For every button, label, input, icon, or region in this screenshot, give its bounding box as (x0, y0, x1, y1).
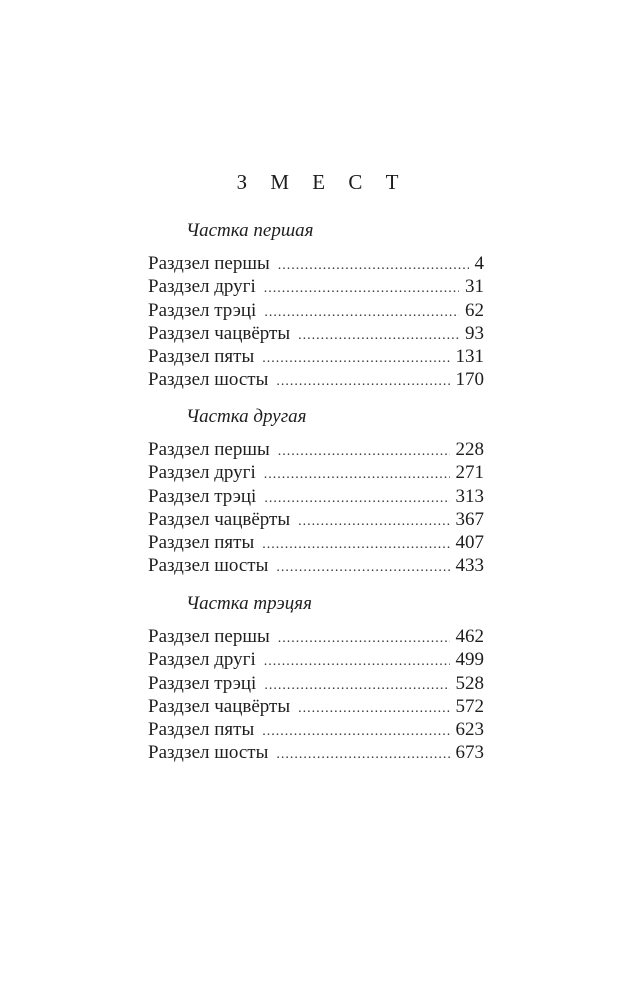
entry-label: Раздзел чацвёрты (148, 695, 291, 717)
entry-label: Раздзел трэці (148, 299, 257, 321)
leader-dots (264, 487, 449, 510)
entry-label: Раздзел першы (148, 626, 270, 647)
toc-entry[interactable] (148, 322, 484, 345)
entry-page-number: 407 (455, 532, 484, 554)
entry-page-number: 4 (474, 253, 484, 274)
leader-dots (298, 697, 449, 720)
toc-part-1 (148, 218, 484, 392)
toc-entry[interactable] (148, 695, 484, 718)
toc-entry[interactable] (148, 299, 484, 322)
toc-entry[interactable] (148, 625, 484, 648)
leader-dots (276, 743, 449, 766)
entry-page-number: 170 (455, 369, 484, 391)
entry-page-number: 93 (465, 322, 484, 344)
entry-page-number: 131 (455, 346, 484, 368)
part-heading: Частка трэцяя (186, 593, 312, 614)
entry-label: Раздзел шосты (148, 742, 269, 764)
entry-page-number: 462 (455, 626, 484, 647)
entry-label: Раздзел чацвёрты (148, 508, 291, 530)
entry-label: Раздзел трэці (148, 485, 257, 507)
toc-entry[interactable] (148, 531, 484, 554)
entry-label: Раздзел другі (148, 462, 256, 484)
toc-entry[interactable] (148, 718, 484, 741)
toc-entry[interactable] (148, 252, 484, 275)
leader-dots (278, 440, 450, 463)
entry-label: Раздзел шосты (148, 555, 269, 577)
part-heading: Частка першая (186, 220, 314, 241)
toc-entries (148, 252, 484, 392)
leader-dots (278, 254, 469, 277)
leader-dots (264, 463, 450, 486)
toc-entry[interactable] (148, 485, 484, 508)
entry-label: Раздзел другі (148, 276, 256, 298)
page-title: З М Е С Т (236, 170, 408, 194)
leader-dots (298, 510, 449, 533)
toc-entry[interactable] (148, 275, 484, 298)
toc-entry[interactable] (148, 345, 484, 368)
entry-page-number: 623 (455, 719, 484, 741)
entry-label: Раздзел трэці (148, 672, 257, 694)
entry-page-number: 673 (455, 742, 484, 764)
part-heading: Частка другая (186, 406, 307, 427)
entry-label: Раздзел пяты (148, 719, 255, 741)
leader-dots (264, 277, 459, 300)
toc-part-2 (148, 404, 484, 578)
leader-dots (298, 324, 459, 347)
leader-dots (278, 627, 450, 650)
toc-entry[interactable] (148, 461, 484, 484)
toc-entry[interactable] (148, 368, 484, 391)
entry-page-number: 499 (455, 649, 484, 671)
toc-entries (148, 438, 484, 578)
entry-label: Раздзел першы (148, 253, 270, 274)
toc-entry[interactable] (148, 672, 484, 695)
leader-dots (276, 556, 449, 579)
entry-page-number: 433 (455, 555, 484, 577)
toc-entry[interactable] (148, 648, 484, 671)
toc-entry[interactable] (148, 508, 484, 531)
entry-page-number: 367 (455, 508, 484, 530)
entry-page-number: 572 (455, 695, 484, 717)
leader-dots (262, 720, 449, 743)
leader-dots (264, 650, 450, 673)
toc-part-3 (148, 591, 484, 765)
leader-dots (264, 301, 459, 324)
toc-entry[interactable] (148, 741, 484, 764)
toc-entry[interactable] (148, 438, 484, 461)
entry-page-number: 313 (455, 485, 484, 507)
entry-label: Раздзел пяты (148, 346, 255, 368)
entry-label: Раздзел другі (148, 649, 256, 671)
entry-label: Раздзел шосты (148, 369, 269, 391)
entry-page-number: 228 (455, 439, 484, 460)
leader-dots (276, 370, 449, 393)
leader-dots (262, 347, 449, 370)
entry-page-number: 62 (465, 299, 484, 321)
entry-page-number: 271 (455, 462, 484, 484)
toc-entries (148, 625, 484, 765)
leader-dots (264, 674, 449, 697)
toc-entry[interactable] (148, 554, 484, 577)
entry-page-number: 528 (455, 672, 484, 694)
leader-dots (262, 533, 449, 556)
entry-label: Раздзел чацвёрты (148, 322, 291, 344)
entry-page-number: 31 (465, 276, 484, 298)
entry-label: Раздзел першы (148, 439, 270, 460)
entry-label: Раздзел пяты (148, 532, 255, 554)
